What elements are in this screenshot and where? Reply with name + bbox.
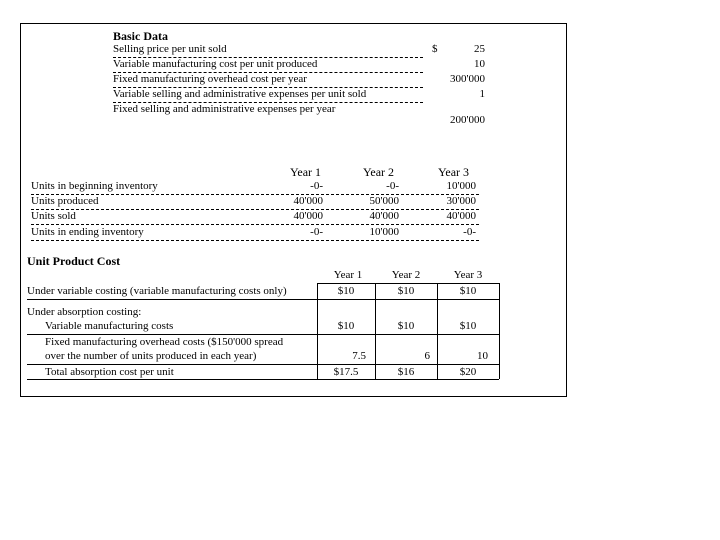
inventory-cell: 30'000 — [446, 195, 476, 207]
cost-header-year2: Year 2 — [391, 269, 421, 281]
cost-cell: $10 — [337, 285, 355, 297]
absorption-costing-label: Under absorption costing: — [27, 306, 142, 318]
unit-cost-title: Unit Product Cost — [27, 254, 121, 268]
basic-row-label: Variable manufacturing cost per unit produced — [113, 58, 318, 70]
cost-header-year3: Year 3 — [453, 269, 483, 281]
inventory-row-label: Units sold — [31, 210, 76, 222]
cost-cell: $17.5 — [333, 366, 359, 378]
row-divider — [27, 299, 499, 300]
cost-cell: $10 — [459, 285, 477, 297]
row-divider — [27, 334, 499, 335]
inventory-row-label: Units in ending inventory — [31, 226, 144, 238]
cost-cell: $10 — [459, 320, 477, 332]
basic-row-value: 25 — [474, 43, 485, 55]
variable-mfg-label: Variable manufacturing costs — [45, 320, 174, 332]
inventory-header-year2: Year 2 — [362, 165, 395, 179]
fixed-overhead-label-line2: over the number of units produced in each year) — [45, 350, 257, 362]
basic-row-value: 10 — [474, 58, 485, 70]
row-divider — [31, 209, 479, 210]
inventory-cell: 40'000 — [293, 210, 323, 222]
cost-cell: 6 — [424, 350, 430, 362]
row-divider — [31, 240, 479, 241]
inventory-row-label: Units produced — [31, 195, 99, 207]
inventory-cell: 40'000 — [446, 210, 476, 222]
basic-row-value: 300'000 — [450, 73, 485, 85]
basic-row-value: 200'000 — [450, 114, 485, 126]
inventory-cell: -0- — [310, 180, 323, 192]
inventory-row-label: Units in beginning inventory — [31, 180, 158, 192]
basic-row-label: Fixed manufacturing overhead cost per year — [113, 73, 307, 85]
inventory-cell: -0- — [386, 180, 399, 192]
basic-row-label: Fixed selling and administrative expenses per year — [113, 103, 336, 115]
basic-row-value: 1 — [479, 88, 485, 100]
cost-cell: $10 — [397, 320, 415, 332]
inventory-header-year1: Year 1 — [289, 165, 322, 179]
cost-cell: $10 — [397, 285, 415, 297]
inventory-cell: 40'000 — [369, 210, 399, 222]
cost-header-year1: Year 1 — [333, 269, 363, 281]
cost-cell: $10 — [337, 320, 355, 332]
inventory-cell: 40'000 — [293, 195, 323, 207]
inventory-cell: 10'000 — [446, 180, 476, 192]
cost-cell: 10 — [477, 350, 488, 362]
basic-row-label: Variable selling and administrative expenses per unit sold — [113, 88, 367, 100]
table-bottom-border — [27, 379, 499, 380]
inventory-cell: -0- — [310, 226, 323, 238]
basic-row-currency: $ — [432, 43, 438, 55]
variable-costing-label: Under variable costing (variable manufacturing costs only) — [27, 285, 287, 297]
cost-cell: $20 — [459, 366, 477, 378]
fixed-overhead-label-line1: Fixed manufacturing overhead costs ($150'000 spread — [45, 336, 284, 348]
cost-cell: $16 — [397, 366, 415, 378]
column-border — [499, 283, 500, 379]
cost-cell: 7.5 — [352, 350, 366, 362]
inventory-cell: 10'000 — [369, 226, 399, 238]
basic-data-title: Basic Data — [113, 29, 168, 43]
inventory-header-year3: Year 3 — [437, 165, 470, 179]
row-divider — [31, 224, 479, 225]
row-divider — [27, 364, 499, 365]
total-absorption-label: Total absorption cost per unit — [45, 366, 174, 378]
inventory-cell: 50'000 — [369, 195, 399, 207]
basic-row-label: Selling price per unit sold — [113, 43, 227, 55]
inventory-cell: -0- — [463, 226, 476, 238]
table-top-border — [317, 283, 499, 284]
